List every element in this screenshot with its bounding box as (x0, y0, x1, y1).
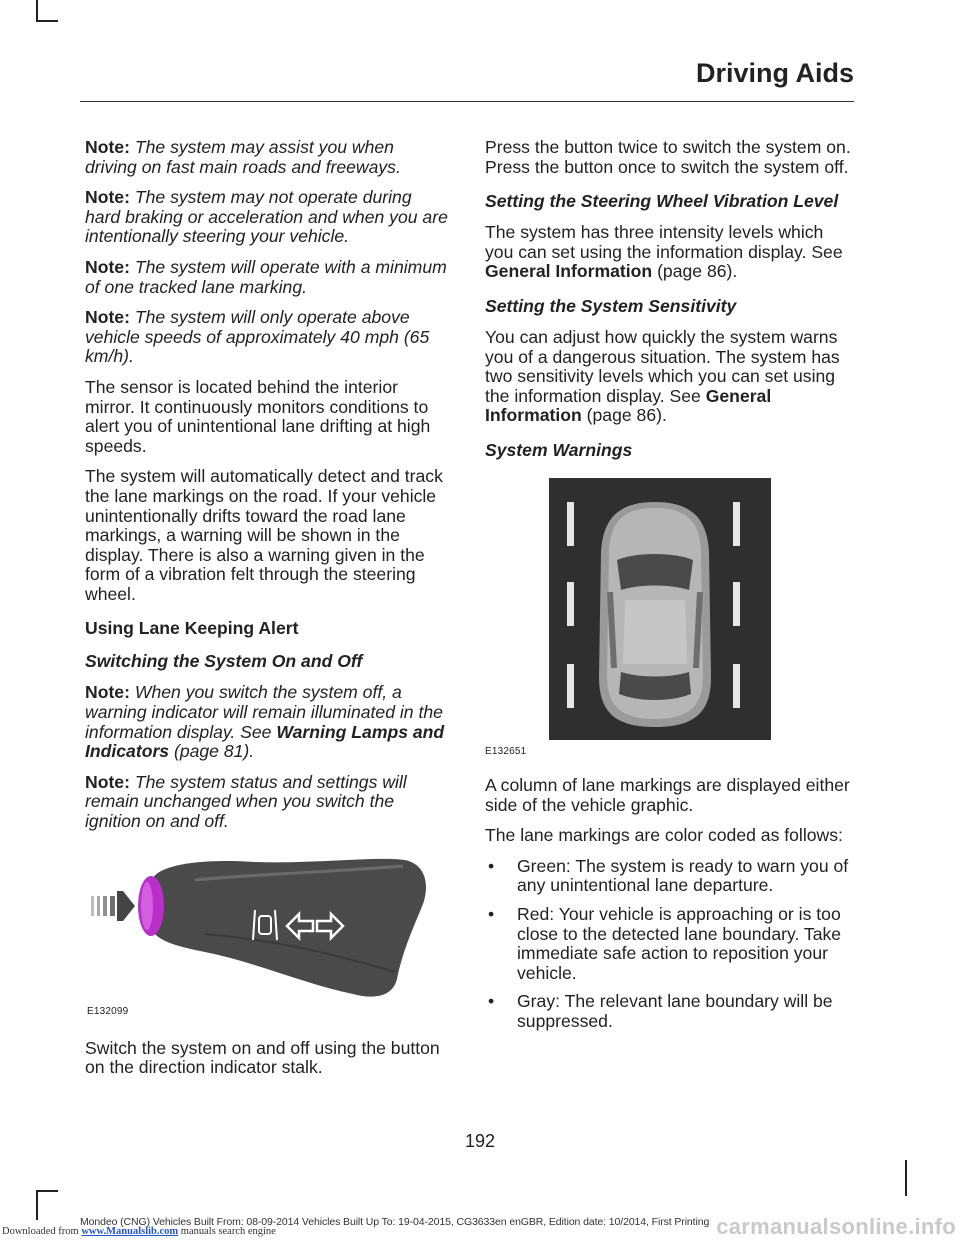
paragraph-switch: Switch the system on and off using the button on the direction indicator stalk. (85, 1037, 440, 1078)
note-5: Note: When you switch the system off, a warning indicator will remain illuminated in the information display. See Warning Lamps and Indicators (page 81). (85, 682, 445, 762)
bullet: • (488, 991, 495, 1012)
lane-markings-right (733, 502, 740, 708)
paragraph-detect: The system will automatically detect and track the lane markings on the road. If your vehicle unintentionally drifts toward the road lane markings, a warning will be shown in the display. There is also a warning given in the form of a vibration felt through the steering wheel. (85, 466, 443, 604)
vehicle-icon (599, 502, 711, 727)
figure-code: E132651 (485, 745, 527, 757)
note-label: Note: (85, 256, 130, 277)
subheading-sensitivity: Setting the System Sensitivity (485, 295, 737, 316)
note-label: Note: (85, 307, 130, 328)
paragraph-press-button: Press the button twice to switch the system on. Press the button once to switch the system off. (485, 137, 851, 177)
note-3: Note: The system will operate with a minimum of one tracked lane marking. (85, 256, 447, 297)
paragraph-sensitivity: You can adjust how quickly the system warns you of a dangerous situation. The system has two sensitivity levels which you can set using the information display. See General Information (page 86). (485, 326, 840, 426)
note-label: Note: (85, 137, 130, 157)
note-label: Note: (85, 187, 130, 208)
lane-markings-left (567, 502, 574, 708)
note-4: Note: The system will only operate above vehicle speeds of approximately 40 mph (65 km/h). (85, 307, 430, 367)
header-rule (80, 101, 854, 102)
note-2: Note: The system may not operate during hard braking or acceleration and when you are intentionally steering your vehicle. (85, 187, 448, 247)
list-item: • Green: The system is ready to warn you of any unintentional lane departure. (488, 855, 849, 896)
figure-code: E132099 (87, 1005, 129, 1017)
figure-system-warnings (485, 472, 853, 760)
list-item: • Gray: The relevant lane boundary will be suppressed. (488, 991, 833, 1031)
note-label: Note: (85, 682, 130, 703)
press-arrow-icon (91, 891, 135, 921)
link-general-information[interactable]: General Information (485, 261, 653, 282)
list-item: • Red: Your vehicle is approaching or is too close to the detected lane boundary. Take immediate safe action to reposition your vehicle. (488, 903, 842, 983)
crop-mark-top-left-h (36, 20, 58, 22)
right-column (485, 138, 853, 1040)
page-number: 192 (464, 1131, 496, 1151)
lane-display-illustration (485, 472, 853, 760)
note-label: Note: (85, 771, 130, 792)
crop-mark-bottom-right-v (905, 1160, 907, 1196)
note-6: Note: The system status and settings will remain unchanged when you switch the ignition on and off. (85, 771, 407, 832)
heading-using-lane-keeping-alert: Using Lane Keeping Alert (85, 618, 299, 639)
footer-downloaded: Downloaded from www.Manualslib.com manuals search engine (2, 1226, 276, 1237)
subheading-vibration: Setting the Steering Wheel Vibration Level (485, 191, 839, 212)
bullet: • (488, 855, 495, 876)
stalk-illustration (85, 844, 450, 1029)
bullet: • (488, 903, 495, 924)
link-warning-lamps[interactable]: Warning Lamps and Indicators (85, 721, 445, 762)
page-title: Driving Aids (695, 58, 854, 88)
note-1: Note: The system may assist you when driving on fast main roads and freeways. (85, 137, 401, 177)
color-list (485, 857, 853, 1032)
crop-mark-bottom-left-h (36, 1190, 58, 1192)
footer-edition: Mondeo (CNG) Vehicles Built From: 08-09-2014 Vehicles Built Up To: 19-04-2015, CG3633en enGBR, Edition date: 10/2014, First Printing (80, 1216, 710, 1228)
paragraph-sensor: The sensor is located behind the interior mirror. It continuously monitors conditions to alert you of unintentional lane drifting at high speeds. (85, 376, 431, 456)
subheading-switching: Switching the System On and Off (85, 651, 363, 672)
link-general-information[interactable]: General Information (485, 385, 772, 426)
paragraph-color-coded: The lane markings are color coded as follows: (485, 825, 843, 846)
figure-stalk (85, 844, 450, 1029)
paragraph-lane-column: A column of lane markings are displayed either side of the vehicle graphic. (485, 774, 850, 815)
crop-mark-top-left-v (36, 0, 38, 22)
subheading-system-warnings: System Warnings (485, 439, 633, 460)
watermark: carmanualsonline.info (716, 1214, 956, 1239)
left-column (85, 138, 450, 1089)
footer (0, 1216, 960, 1240)
paragraph-vibration: The system has three intensity levels which you can set using the information display. See General Information (page 86). (485, 222, 843, 282)
manualslib-link[interactable]: www.Manualslib.com (81, 1226, 179, 1237)
